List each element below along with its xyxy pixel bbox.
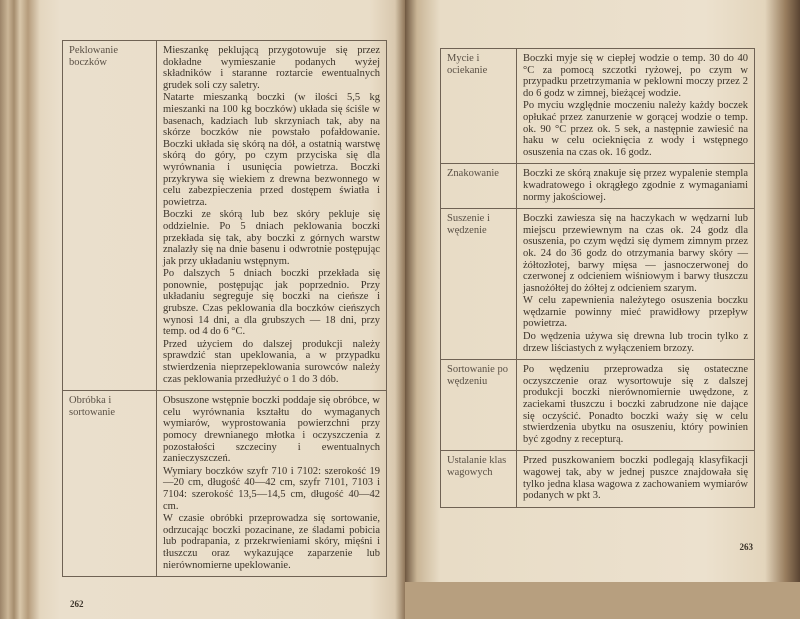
row-text (517, 164, 754, 208)
row-text (157, 391, 386, 576)
table-row (441, 209, 754, 360)
paragraph: Do wędzenia używa się drewna lub trocin tylko z drzew liściastych z wyłączeniem brzozy. (523, 331, 748, 354)
paragraph: Po myciu względnie moczeniu należy każdy boczek opłukać przez zanurzenie w gorącej wodzie o temp. ok. 90 °C przez ok. 5 sek, a następnie zawiesić na haku w celu ocieknięcia z wody i wstępnego osuszenia na czas ok. 16 godz. (523, 100, 748, 158)
row-text (517, 49, 754, 163)
row-text (517, 209, 754, 359)
paragraph: Przed użyciem do dalszej produkcji należy sprawdzić stan upeklowania, a w przypadku stwierdzenia nieprzepeklowania surowców należy czas peklowania przedłużyć o 1 do 3 dób. (163, 338, 380, 385)
row-text (517, 451, 754, 506)
row-label: Sortowanie po wędzeniu (441, 360, 517, 450)
paragraph: Obsuszone wstępnie boczki poddaje się obróbce, w celu wyrównania kształtu do wymaganych wymiarów, wyprostowania powierzchni przy pomocy drewnianego młotka i oczyszczenia z pozostałości szczeciny i ewentualnych zanieczyszczeń. (163, 395, 380, 465)
row-text (157, 41, 386, 390)
paragraph: Wymiary boczków szyfr 710 i 7102: szerokość 19—20 cm, długość 40—42 cm, szyfr 7101, 7103 i 7104: szerokość 13,5—14,5 cm, długość 40—42 cm. (163, 465, 380, 512)
row-label: Mycie i ociekanie (441, 49, 517, 163)
table-row (441, 164, 754, 209)
process-table-left (62, 40, 387, 577)
row-label: Znakowanie (441, 164, 517, 208)
paragraph: W czasie obróbki przeprowadza się sortowanie, odrzucając boczki pozacinane, ze śladami pobicia lub podrapania, z przekrwieniami skóry, mięśni i tłuszczu oraz wykazujące zaparzenie lub nierównomierne upeklowanie. (163, 513, 380, 571)
right-page (405, 0, 800, 582)
paragraph: Boczki zawiesza się na haczykach w wędzarni lub miejscu przewiewnym na czas ok. 24 godz dla osuszenia, po czym wędzi się dymem zimnym przez ok. 24 do 36 godz do otrzymania barwy skóry — żółtozłotej, barwy mięsa — jasnoczerwonej do czerwonej z odcieniem wiśniowym i barwy tłuszczu jasnożółtej do żółtej z odcieniem szarym. (523, 213, 748, 294)
row-label: Suszenie i wędzenie (441, 209, 517, 359)
row-label: Peklowanie boczków (63, 41, 157, 390)
process-table-right (440, 48, 755, 508)
table-row (63, 41, 386, 391)
row-label: Ustalanie klas wagowych (441, 451, 517, 506)
table-row (441, 360, 754, 451)
paragraph: Natarte mieszanką boczki (w ilości 5,5 kg mieszanki na 100 kg boczków) układa się ściśle w basenach, kadziach lub skrzyniach tak, aby na skórze boczków nie powstało pofałdowanie. Boczki układa się skórą na dół, a ostatnią warstwę skórą do góry, po czym przyciska się dla wyrównania i usunięcia powietrza. Boczki przykrywa się wiekiem z drewna bezwonnego w celu zabezpieczenia przed dostępem światła i powietrza. (163, 92, 380, 208)
page-number-left: 262 (70, 599, 84, 610)
paragraph: Po wędzeniu przeprowadza się ostateczne oczyszczenie oraz wysortowuje się z dalszej produkcji boczki nierównomiernie uwędzone, z zaciekami tłuszczu i boczki zabrudzone nie dające się oczyścić. Ponadto boczki waży się w celu stwierdzenia ubytku na osuszeniu, który powinien być zgodny z recepturą. (523, 364, 748, 445)
paragraph: Boczki ze skórą lub bez skóry pekluje się oddzielnie. Po 5 dniach peklowania boczki przekłada się tak, aby boczki z górnych warstw znalazły się na dnie basenu i odwrotnie postępując jak przy układaniu wstępnym. (163, 209, 380, 267)
paragraph: W celu zapewnienia należytego osuszenia boczku wędzarnie powinny mieć prawidłowy przepływ powietrza. (523, 295, 748, 330)
table-row (63, 391, 386, 576)
table-row (441, 451, 754, 506)
paragraph: Mieszankę peklującą przygotowuje się przez dokładne wymieszanie podanych wyżej składników i staranne roztarcie ewentualnych grudek soli czy saletry. (163, 45, 380, 91)
row-text (517, 360, 754, 450)
paragraph: Boczki ze skórą znakuje się przez wypalenie stempla kwadratowego i okrągłego zgodnie z wymaganiami normy jakościowej. (523, 168, 748, 203)
table-row (441, 49, 754, 164)
paragraph: Boczki myje się w ciepłej wodzie o temp. 30 do 40 °C za pomocą szczotki ryżowej, po czym w przypadku przetrzymania w peklowni moczy przez 2 do 6 godz w zimnej, bieżącej wodzie. (523, 53, 748, 99)
paragraph: Po dalszych 5 dniach boczki przekłada się ponownie, postępując jak poprzednio. Przy układaniu segreguje się boczki na cieńsze i grubsze. Czas peklowania dla boczków cieńszych wynosi 14 dni, a dla grubszych — 18 dni, przy temp. od 4 do 6 °C. (163, 268, 380, 338)
page-number-right: 263 (739, 541, 753, 552)
row-label: Obróbka i sortowanie (63, 391, 157, 576)
paragraph: Przed puszkowaniem boczki podlegają klasyfikacji wagowej tak, aby w jednej puszce znajdowała się tylko jedna klasa wagowa z zachowaniem wymiarów podanych w pkt 3. (523, 455, 748, 502)
